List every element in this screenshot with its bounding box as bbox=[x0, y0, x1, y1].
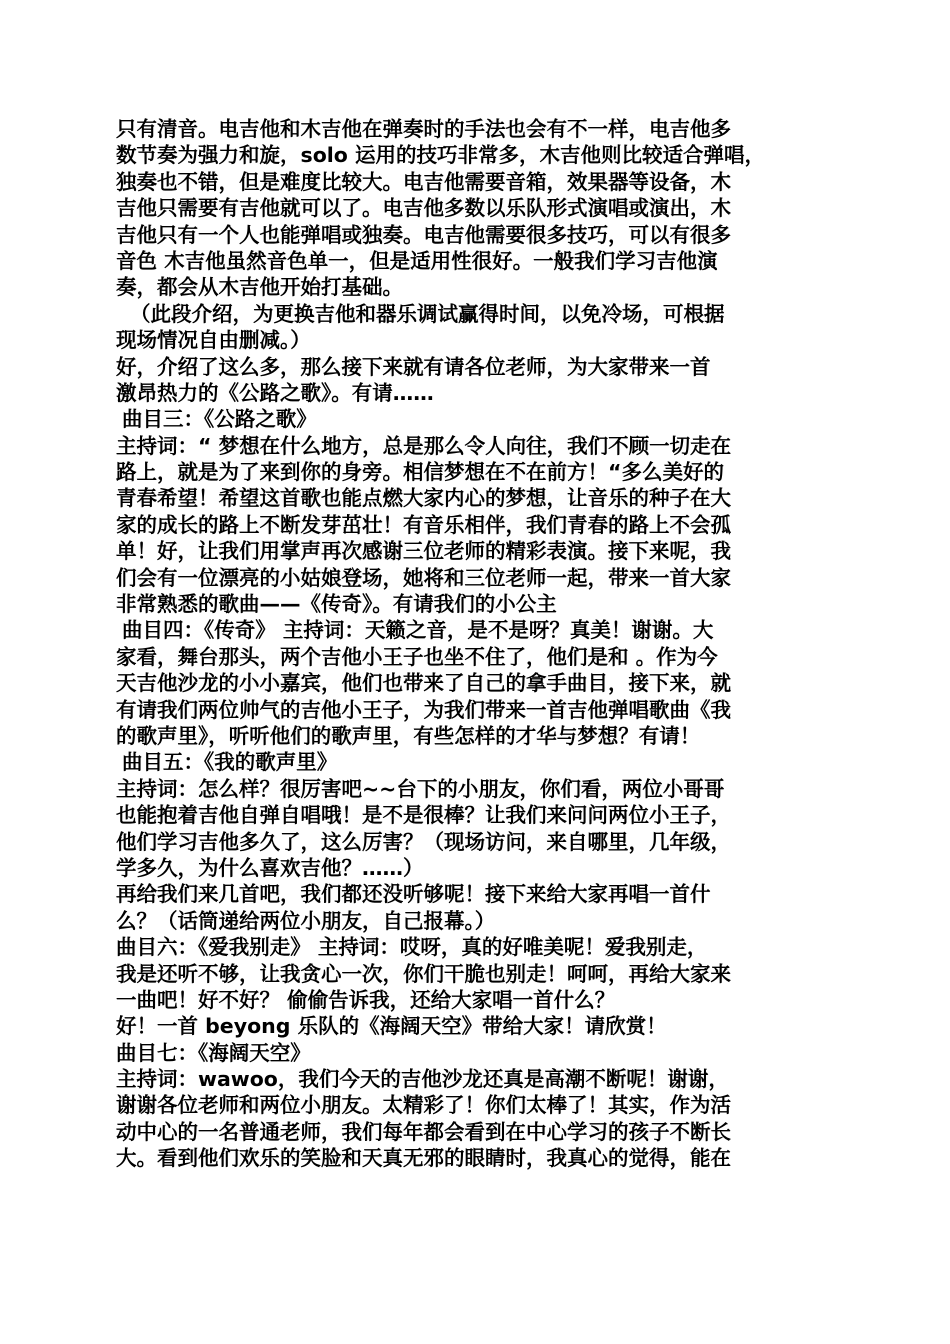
text-line: 吉他只需要有吉他就可以了。电吉他多数以乐队形式演唱或演出，木 bbox=[116, 196, 731, 221]
text-line: 么？（话筒递给两位小朋友，自己报幕。） bbox=[116, 908, 496, 933]
text-line: 大。看到他们欢乐的笑脸和天真无邪的眼睛时，我真心的觉得，能在 bbox=[116, 1146, 731, 1171]
text-line: 谢谢各位老师和两位小朋友。太精彩了！你们太棒了！其实，作为活 bbox=[116, 1093, 731, 1118]
text-line: 一曲吧！好不好？ 偷偷告诉我，还给大家唱一首什么？ bbox=[116, 987, 616, 1012]
text-line: 数节奏为强力和旋，solo 运用的技巧非常多，木吉他则比较适合弹唱， bbox=[116, 143, 766, 168]
text-line: 他们学习吉他多久了，这么厉害？（现场访问，来自哪里，几年级， bbox=[116, 829, 731, 854]
text-line: 只有清音。电吉他和木吉他在弹奏时的手法也会有不一样，电吉他多 bbox=[116, 117, 731, 141]
text-line: 独奏也不错，但是难度比较大。电吉他需要音箱，效果器等设备，木 bbox=[116, 169, 731, 194]
text-line: 也能抱着吉他自弹自唱哦！是不是很棒？让我们来问问两位小王子， bbox=[116, 803, 731, 828]
section-heading: 曲目四：《传奇》 主持词：天籁之音，是不是呀？真美！谢谢。大 bbox=[122, 618, 714, 643]
text-line: 家的成长的路上不断发芽茁壮！有音乐相伴，我们青春的路上不会孤 bbox=[116, 512, 731, 537]
section-heading: 曲目六：《爱我别走》 主持词：哎呀，真的好唯美呢！爱我别走， bbox=[116, 935, 708, 960]
text-line: 主持词：wawoo，我们今天的吉他沙龙还真是高潮不断呢！谢谢， bbox=[116, 1067, 729, 1092]
text-line: 动中心的一名普通老师，我们每年都会看到在中心学习的孩子不断长 bbox=[116, 1119, 731, 1144]
section-heading: 曲目七：《海阔天空》 bbox=[116, 1040, 311, 1065]
text-line: 学多久，为什么喜欢吉他？……） bbox=[116, 855, 424, 880]
text-line: （此段介绍，为更换吉他和器乐调试赢得时间，以免冷场，可根据 bbox=[130, 301, 725, 326]
section-heading: 曲目三：《公路之歌》 bbox=[122, 407, 317, 432]
text-line: 现场情况自由删减。） bbox=[116, 328, 311, 353]
text-line: 青春希望！希望这首歌也能点燃大家内心的梦想，让音乐的种子在大 bbox=[116, 486, 731, 511]
text-line: 激昂热力的《公路之歌》。有请…… bbox=[116, 380, 434, 405]
section-heading: 曲目五：《我的歌声里》 bbox=[122, 750, 338, 775]
text-line: 路上，就是为了来到你的身旁。相信梦想在不在前方！“多么美好的 bbox=[116, 460, 724, 485]
text-line: 好！一首 beyong 乐队的《海阔天空》带给大家！请欣赏！ bbox=[116, 1014, 667, 1039]
text-line: 奏，都会从木吉他开始打基础。 bbox=[116, 275, 403, 300]
text-line: 的歌声里》，听听他们的歌声里，有些怎样的才华与梦想？有请！ bbox=[116, 723, 701, 748]
text-line: 们会有一位漂亮的小姑娘登场，她将和三位老师一起，带来一首大家 bbox=[116, 565, 731, 590]
text-line: 再给我们来几首吧，我们都还没听够呢！接下来给大家再唱一首什 bbox=[116, 882, 711, 907]
text-line: 主持词：“ 梦想在什么地方，总是那么令人向往，我们不顾一切走在 bbox=[116, 433, 732, 458]
text-line: 音色 木吉他虽然音色单一，但是适用性很好。一般我们学习吉他演 bbox=[116, 248, 718, 273]
text-line: 天吉他沙龙的小小嘉宾，他们也带来了自己的拿手曲目，接下来，就 bbox=[116, 671, 731, 696]
text-line: 家看，舞台那头，两个吉他小王子也坐不住了，他们是和 。作为今 bbox=[116, 644, 718, 669]
text-line: 我是还听不够，让我贪心一次，你们干脆也别走！呵呵，再给大家来 bbox=[116, 961, 731, 986]
text-line: 吉他只有一个人也能弹唱或独奏。电吉他需要很多技巧，可以有很多 bbox=[116, 222, 731, 247]
text-line: 好，介绍了这么多，那么接下来就有请各位老师，为大家带来一首 bbox=[116, 354, 711, 379]
text-line: 非常熟悉的歌曲——《传奇》。有请我们的小公主 bbox=[116, 592, 557, 617]
text-line: 单！好，让我们用掌声再次感谢三位老师的精彩表演。接下来呢，我 bbox=[116, 539, 731, 564]
text-line: 主持词：怎么样？很厉害吧~~台下的小朋友，你们看，两位小哥哥 bbox=[116, 776, 725, 801]
document-body bbox=[116, 116, 838, 1172]
text-line: 有请我们两位帅气的吉他小王子，为我们带来一首吉他弹唱歌曲《我 bbox=[116, 697, 731, 722]
